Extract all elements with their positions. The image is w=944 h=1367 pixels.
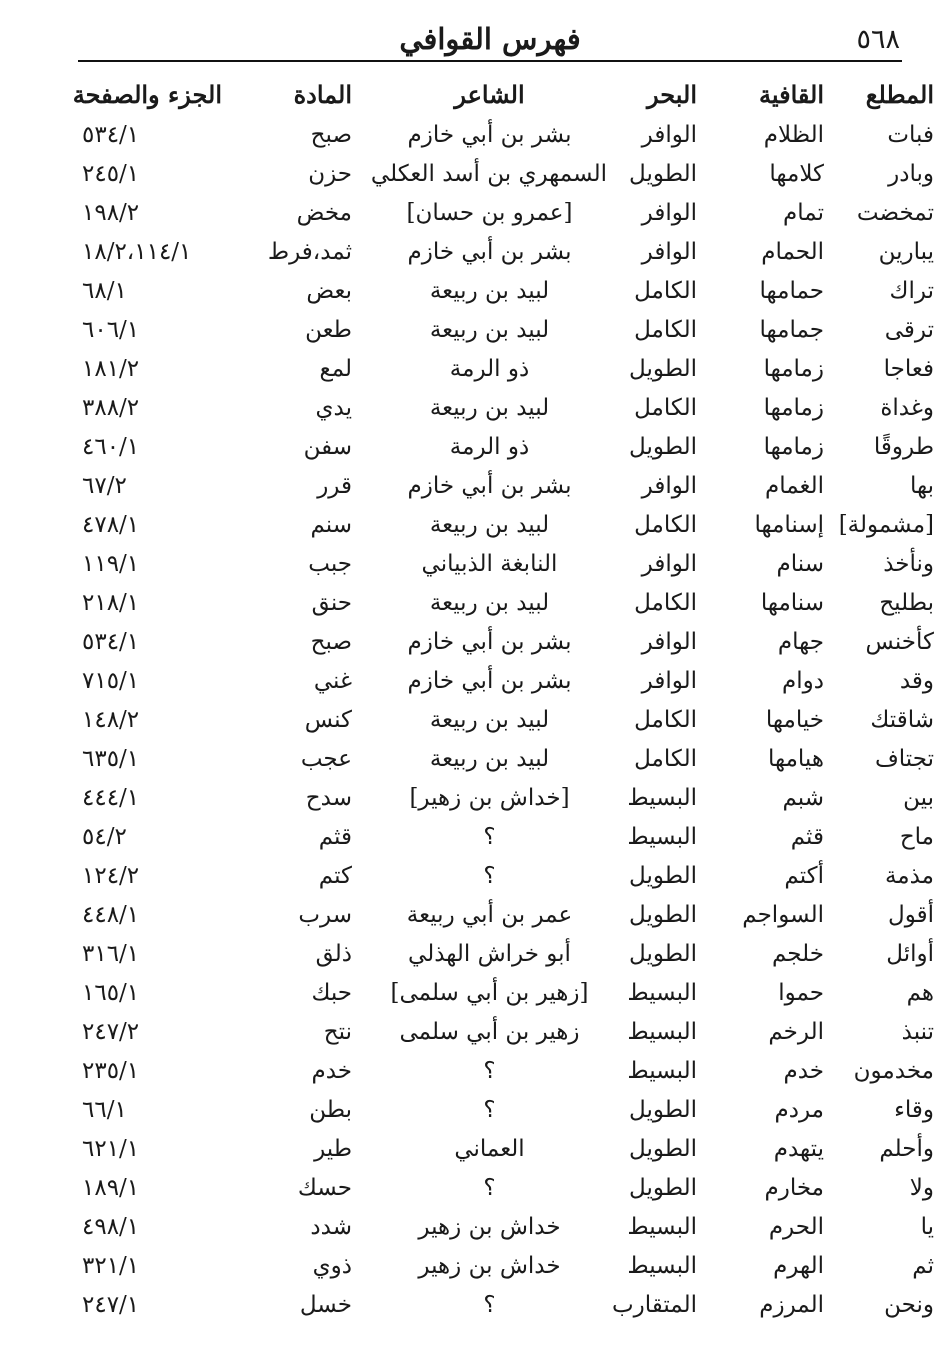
cell-madda: صبح bbox=[310, 122, 352, 148]
cell-juz: ٢٤٥/١ bbox=[82, 161, 140, 187]
table-row bbox=[74, 1130, 934, 1169]
cell-madda: حنق bbox=[311, 590, 352, 616]
cell-madda: حزن bbox=[308, 161, 352, 187]
cell-juz: ٦٢١/١ bbox=[82, 1136, 140, 1162]
cell-madda: طعن bbox=[305, 317, 352, 343]
cell-juz: ٤٦٠/١ bbox=[82, 434, 140, 460]
cell-madda: لمع bbox=[319, 356, 352, 382]
cell-matla: فعاجا bbox=[883, 356, 934, 382]
cell-bahr: الطويل bbox=[629, 434, 697, 460]
table-header-row bbox=[74, 72, 934, 116]
cell-qafiya: حموا bbox=[778, 980, 824, 1006]
cell-qafiya: الحرم bbox=[768, 1214, 824, 1240]
cell-bahr: الوافر bbox=[641, 122, 697, 148]
cell-juz: ٦٣٥/١ bbox=[82, 746, 140, 772]
cell-matla: تنبذ bbox=[901, 1019, 934, 1045]
cell-shaer: لبيد بن ربيعة bbox=[429, 512, 550, 538]
cell-shaer: [خداش بن زهير] bbox=[409, 785, 570, 811]
cell-qafiya: الغمام bbox=[764, 473, 824, 499]
cell-matla: وأحلم bbox=[879, 1136, 934, 1162]
cell-shaer: السمهري بن أسد العكلي bbox=[370, 161, 607, 187]
column-header-shaer: الشاعر bbox=[454, 79, 525, 109]
page-number: ٥٦٨ bbox=[856, 24, 900, 55]
table-row bbox=[74, 155, 934, 194]
cell-madda: سرب bbox=[298, 902, 352, 928]
cell-matla: يبارين bbox=[878, 239, 934, 265]
cell-madda: مخض bbox=[296, 200, 352, 226]
cell-juz: ٤٤٨/١ bbox=[82, 902, 140, 928]
cell-bahr: الكامل bbox=[634, 512, 697, 538]
table-row bbox=[74, 428, 934, 467]
cell-shaer: بشر بن أبي خازم bbox=[407, 629, 572, 655]
cell-shaer: ؟ bbox=[483, 1292, 496, 1318]
cell-qafiya: خيامها bbox=[765, 707, 824, 733]
column-header-madda: المادة bbox=[293, 79, 352, 109]
cell-matla: ماح bbox=[899, 824, 934, 850]
cell-shaer: ذو الرمة bbox=[449, 356, 530, 382]
cell-shaer: ؟ bbox=[483, 863, 496, 889]
cell-matla: كأخنس bbox=[865, 629, 934, 655]
cell-bahr: البسيط bbox=[627, 980, 697, 1006]
cell-matla: أقول bbox=[888, 902, 934, 928]
cell-madda: حبك bbox=[311, 980, 352, 1006]
cell-juz: ١٦٥/١ bbox=[82, 980, 140, 1006]
cell-bahr: الوافر bbox=[641, 551, 697, 577]
cell-madda: صبح bbox=[310, 629, 352, 655]
cell-matla: ولا bbox=[909, 1175, 934, 1201]
cell-qafiya: خلجم bbox=[772, 941, 824, 967]
cell-qafiya: جهام bbox=[777, 629, 824, 655]
cell-madda: خدم bbox=[311, 1058, 352, 1084]
cell-bahr: الوافر bbox=[641, 629, 697, 655]
page-title: فهرس القوافي bbox=[399, 22, 581, 56]
cell-shaer: أبو خراش الهذلي bbox=[408, 941, 571, 967]
table-row bbox=[74, 1169, 934, 1208]
cell-bahr: الطويل bbox=[629, 1136, 697, 1162]
cell-qafiya: سنام bbox=[776, 551, 824, 577]
cell-juz: ٤٤٤/١ bbox=[82, 785, 140, 811]
cell-matla: أوائل bbox=[886, 941, 934, 967]
cell-madda: سفن bbox=[303, 434, 352, 460]
cell-bahr: الكامل bbox=[634, 590, 697, 616]
cell-matla: هم bbox=[906, 980, 934, 1006]
cell-qafiya: الظلام bbox=[763, 122, 824, 148]
cell-madda: ذلق bbox=[315, 941, 352, 967]
cell-madda: قثم bbox=[318, 824, 352, 850]
table-row bbox=[74, 506, 934, 545]
cell-qafiya: الحمام bbox=[761, 239, 824, 265]
cell-matla: [مشمولة] bbox=[838, 512, 934, 538]
cell-bahr: البسيط bbox=[627, 785, 697, 811]
table-row bbox=[74, 935, 934, 974]
cell-madda: عجب bbox=[300, 746, 352, 772]
cell-madda: ذوي bbox=[312, 1253, 352, 1279]
cell-madda: كتم bbox=[318, 863, 352, 889]
page-header bbox=[80, 14, 900, 60]
cell-madda: شدد bbox=[310, 1214, 352, 1240]
cell-juz: ٥٣٤/١ bbox=[82, 122, 140, 148]
cell-bahr: الكامل bbox=[634, 707, 697, 733]
cell-juz: ٥٣٤/١ bbox=[82, 629, 140, 655]
table-row bbox=[74, 233, 934, 272]
cell-qafiya: يتهدم bbox=[773, 1136, 824, 1162]
cell-matla: وقاء bbox=[894, 1097, 934, 1123]
table-row bbox=[74, 857, 934, 896]
cell-qafiya: هيامها bbox=[767, 746, 824, 772]
cell-matla: وغداة bbox=[880, 395, 934, 421]
cell-qafiya: زمامها bbox=[763, 395, 824, 421]
cell-bahr: الوافر bbox=[641, 200, 697, 226]
cell-madda: كنس bbox=[304, 707, 352, 733]
cell-bahr: الطويل bbox=[629, 1175, 697, 1201]
table-row bbox=[74, 1286, 934, 1325]
cell-shaer: بشر بن أبي خازم bbox=[407, 122, 572, 148]
table-row bbox=[74, 467, 934, 506]
cell-qafiya: إسنامها bbox=[754, 512, 824, 538]
cell-madda: قرر bbox=[317, 473, 352, 499]
cell-matla: تمخضت bbox=[856, 200, 934, 226]
table-row bbox=[74, 623, 934, 662]
cell-juz: ١٨١/٢ bbox=[82, 356, 140, 382]
cell-juz: ٥٤/٢ bbox=[82, 824, 127, 850]
cell-madda: يدي bbox=[315, 395, 352, 421]
cell-qafiya: تمام bbox=[783, 200, 824, 226]
cell-bahr: الطويل bbox=[629, 863, 697, 889]
cell-qafiya: زمامها bbox=[763, 356, 824, 382]
cell-bahr: الكامل bbox=[634, 395, 697, 421]
cell-matla: بين bbox=[903, 785, 934, 811]
table-body bbox=[74, 116, 934, 1325]
table-row bbox=[74, 272, 934, 311]
cell-shaer: زهير بن أبي سلمى bbox=[399, 1019, 580, 1045]
cell-matla: بطليح bbox=[879, 590, 934, 616]
cell-matla: ثم bbox=[912, 1253, 934, 1279]
cell-madda: حسك bbox=[297, 1175, 352, 1201]
cell-madda: سنم bbox=[310, 512, 352, 538]
cell-bahr: الوافر bbox=[641, 668, 697, 694]
cell-shaer: خداش بن زهير bbox=[418, 1253, 561, 1279]
cell-shaer: ؟ bbox=[483, 1097, 496, 1123]
cell-shaer: العماني bbox=[454, 1136, 525, 1162]
cell-bahr: الطويل bbox=[629, 1097, 697, 1123]
cell-juz: ١٢٤/٢ bbox=[82, 863, 140, 889]
table-row bbox=[74, 1247, 934, 1286]
cell-juz: ٤٧٨/١ bbox=[82, 512, 140, 538]
cell-juz: ٧١٥/١ bbox=[82, 668, 140, 694]
table-row bbox=[74, 194, 934, 233]
cell-shaer: [عمرو بن حسان] bbox=[406, 200, 573, 226]
table-row bbox=[74, 779, 934, 818]
cell-qafiya: السواجم bbox=[742, 902, 824, 928]
cell-juz: ٣١٦/١ bbox=[82, 941, 140, 967]
cell-madda: خسل bbox=[299, 1292, 352, 1318]
cell-juz: ٦٠٦/١ bbox=[82, 317, 140, 343]
cell-qafiya: قثم bbox=[790, 824, 824, 850]
cell-juz: ٢١٨/١ bbox=[82, 590, 140, 616]
cell-bahr: الطويل bbox=[629, 941, 697, 967]
cell-qafiya: مخارم bbox=[764, 1175, 824, 1201]
cell-shaer: لبيد بن ربيعة bbox=[429, 590, 550, 616]
cell-juz: ٤٩٨/١ bbox=[82, 1214, 140, 1240]
cell-qafiya: الرخم bbox=[768, 1019, 824, 1045]
table-row bbox=[74, 701, 934, 740]
cell-qafiya: مردم bbox=[774, 1097, 824, 1123]
cell-bahr: البسيط bbox=[627, 1058, 697, 1084]
cell-shaer: ؟ bbox=[483, 1175, 496, 1201]
cell-qafiya: المرزم bbox=[759, 1292, 824, 1318]
table-row bbox=[74, 896, 934, 935]
cell-shaer: لبيد بن ربيعة bbox=[429, 707, 550, 733]
cell-bahr: الطويل bbox=[629, 902, 697, 928]
cell-juz: ١٩٨/٢ bbox=[82, 200, 140, 226]
cell-madda: غني bbox=[313, 668, 352, 694]
cell-madda: بطن bbox=[309, 1097, 352, 1123]
column-header-qafiya: القافية bbox=[758, 79, 824, 109]
cell-matla: ونأخذ bbox=[883, 551, 934, 577]
cell-shaer: لبيد بن ربيعة bbox=[429, 746, 550, 772]
cell-bahr: الطويل bbox=[629, 161, 697, 187]
cell-shaer: خداش بن زهير bbox=[418, 1214, 561, 1240]
cell-shaer: النابغة الذبياني bbox=[421, 551, 558, 577]
cell-shaer: بشر بن أبي خازم bbox=[407, 473, 572, 499]
cell-shaer: لبيد بن ربيعة bbox=[429, 317, 550, 343]
rhymes-index-table bbox=[74, 72, 934, 1325]
cell-juz: ١١٩/١ bbox=[82, 551, 140, 577]
cell-qafiya: أكتم bbox=[784, 863, 824, 889]
cell-bahr: الكامل bbox=[634, 317, 697, 343]
cell-juz: ٣٢١/١ bbox=[82, 1253, 140, 1279]
table-row bbox=[74, 389, 934, 428]
cell-qafiya: كلامها bbox=[769, 161, 824, 187]
table-row bbox=[74, 662, 934, 701]
cell-qafiya: الهرم bbox=[773, 1253, 824, 1279]
cell-juz: ١٨٩/١ bbox=[82, 1175, 140, 1201]
cell-matla: وبادر bbox=[888, 161, 934, 187]
cell-juz: ٣٨٨/٢ bbox=[82, 395, 140, 421]
cell-qafiya: سنامها bbox=[760, 590, 824, 616]
cell-shaer: ؟ bbox=[483, 824, 496, 850]
cell-qafiya: جمامها bbox=[759, 317, 824, 343]
cell-qafiya: حمامها bbox=[759, 278, 824, 304]
cell-shaer: لبيد بن ربيعة bbox=[429, 395, 550, 421]
cell-juz: ١٨/٢،١١٤/١ bbox=[82, 239, 192, 265]
cell-bahr: البسيط bbox=[627, 1019, 697, 1045]
cell-qafiya: زمامها bbox=[763, 434, 824, 460]
cell-bahr: البسيط bbox=[627, 1253, 697, 1279]
cell-juz: ١٤٨/٢ bbox=[82, 707, 140, 733]
table-row bbox=[74, 311, 934, 350]
cell-qafiya: خدم bbox=[783, 1058, 824, 1084]
cell-shaer: ذو الرمة bbox=[449, 434, 530, 460]
table-row bbox=[74, 116, 934, 155]
cell-matla: طروقًا bbox=[873, 434, 934, 460]
cell-bahr: البسيط bbox=[627, 824, 697, 850]
cell-bahr: الوافر bbox=[641, 473, 697, 499]
column-header-matla: المطلع bbox=[865, 79, 934, 109]
cell-shaer: بشر بن أبي خازم bbox=[407, 239, 572, 265]
column-header-bahr: البحر bbox=[647, 79, 697, 109]
cell-qafiya: شبم bbox=[782, 785, 824, 811]
table-row bbox=[74, 740, 934, 779]
cell-bahr: المتقارب bbox=[611, 1292, 697, 1318]
header-divider bbox=[78, 60, 902, 62]
cell-matla: فبات bbox=[887, 122, 934, 148]
cell-juz: ٦٦/١ bbox=[82, 1097, 127, 1123]
cell-shaer: عمر بن أبي ربيعة bbox=[406, 902, 573, 928]
cell-shaer: بشر بن أبي خازم bbox=[407, 668, 572, 694]
cell-madda: طير bbox=[314, 1136, 352, 1162]
cell-matla: وقد bbox=[899, 668, 934, 694]
table-row bbox=[74, 1052, 934, 1091]
cell-madda: جبب bbox=[308, 551, 352, 577]
cell-matla: شاقتك bbox=[870, 707, 934, 733]
cell-matla: ترقى bbox=[884, 317, 934, 343]
cell-matla: يا bbox=[920, 1214, 934, 1240]
cell-qafiya: دوام bbox=[782, 668, 824, 694]
cell-shaer: [زهير بن أبي سلمى] bbox=[390, 980, 589, 1006]
cell-bahr: الكامل bbox=[634, 746, 697, 772]
cell-juz: ٦٧/٢ bbox=[82, 473, 127, 499]
cell-bahr: البسيط bbox=[627, 1214, 697, 1240]
cell-madda: سدح bbox=[305, 785, 352, 811]
table-row bbox=[74, 1208, 934, 1247]
cell-madda: بعض bbox=[306, 278, 352, 304]
cell-madda: ثمد،فرط bbox=[267, 239, 352, 265]
cell-juz: ٢٤٧/١ bbox=[82, 1292, 140, 1318]
cell-juz: ٢٤٧/٢ bbox=[82, 1019, 140, 1045]
cell-shaer: ؟ bbox=[483, 1058, 496, 1084]
table-row bbox=[74, 1091, 934, 1130]
cell-shaer: لبيد بن ربيعة bbox=[429, 278, 550, 304]
cell-matla: ونحن bbox=[884, 1292, 934, 1318]
cell-juz: ٦٨/١ bbox=[82, 278, 127, 304]
table-row bbox=[74, 545, 934, 584]
cell-matla: تراك bbox=[889, 278, 934, 304]
cell-bahr: الوافر bbox=[641, 239, 697, 265]
table-row bbox=[74, 350, 934, 389]
cell-matla: مخدمون bbox=[853, 1058, 934, 1084]
table-row bbox=[74, 818, 934, 857]
cell-matla: بها bbox=[909, 473, 934, 499]
cell-bahr: الطويل bbox=[629, 356, 697, 382]
cell-madda: نتح bbox=[323, 1019, 352, 1045]
cell-bahr: الكامل bbox=[634, 278, 697, 304]
cell-juz: ٢٣٥/١ bbox=[82, 1058, 140, 1084]
table-row bbox=[74, 1013, 934, 1052]
cell-matla: تجتاف bbox=[874, 746, 934, 772]
column-header-juz: الجزء والصفحة bbox=[72, 79, 222, 109]
cell-matla: مذمة bbox=[884, 863, 934, 889]
table-row bbox=[74, 974, 934, 1013]
table-row bbox=[74, 584, 934, 623]
